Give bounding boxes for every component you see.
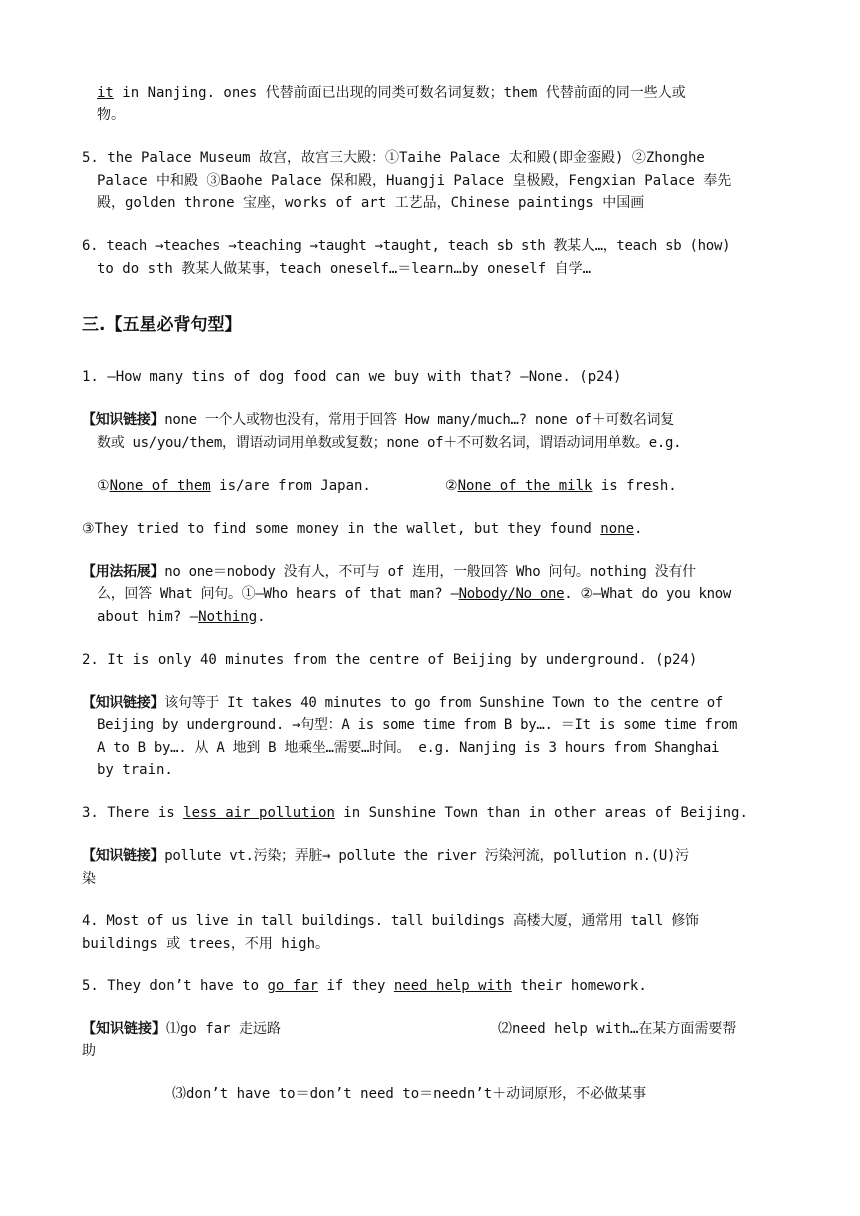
text-line xyxy=(82,802,748,825)
text-line xyxy=(445,475,677,498)
section-heading: 三.【五星必背句型】 xyxy=(82,315,242,335)
text-span: their homework. xyxy=(511,978,647,994)
text-span: is fresh. xyxy=(592,478,677,494)
text-span: about him? — xyxy=(97,609,199,625)
text-span: . xyxy=(634,521,643,537)
text-line xyxy=(82,518,642,541)
text-span: if they xyxy=(318,978,394,994)
text-line: 物。 xyxy=(97,107,125,123)
text-span: ③They tried to find some money in the wallet, but they found xyxy=(82,521,601,537)
text-span: 3. There is xyxy=(82,805,184,821)
knowledge-link-label: 【知识链接】 xyxy=(82,848,165,864)
text-span: in Sunshine Town than in other areas of Beijing. xyxy=(334,805,748,821)
text-span: 该句等于 It takes 40 minutes to go from Sunshine Town to the centre of xyxy=(164,695,723,711)
text-span: 5. They don’t have to xyxy=(82,978,268,994)
underlined-term: it xyxy=(97,85,114,101)
text-span: none 一个人或物也没有，常用于回答 How many/much…? none of＋可数名词复 xyxy=(164,412,674,428)
text-line xyxy=(82,561,696,584)
text-line: buildings 或 trees，不用 high。 xyxy=(82,936,330,952)
text-line: 4. Most of us live in tall buildings. tall buildings 高楼大厦，通常用 tall 修饰 xyxy=(82,913,699,929)
text-line xyxy=(82,583,731,606)
underlined-term: Nobody/No one xyxy=(458,586,565,602)
text-line: 殿，golden throne 宝座，works of art 工艺品，Chinese paintings 中国画 xyxy=(97,195,645,211)
text-line: Palace 中和殿 ③Baohe Palace 保和殿，Huangji Palace 皇极殿，Fengxian Palace 奉先 xyxy=(97,173,732,189)
knowledge-link-label: 【知识链接】 xyxy=(82,695,165,711)
text-line: 6. teach →teaches →teaching →taught →taught, teach sb sth 教某人…，teach sb (how) xyxy=(82,238,731,254)
text-line: ⑵need help with…在某方面需要帮 xyxy=(498,1021,737,1037)
underlined-term: go far xyxy=(267,978,319,994)
text-line: ⑶don’t have to＝don’t need to＝needn’t＋动词原形，不必做某事 xyxy=(172,1086,647,1102)
underlined-term: None of the milk xyxy=(457,478,593,494)
text-span: is/are from Japan. xyxy=(210,478,371,494)
text-line: Beijing by underground. →句型：A is some time from B by…. ＝It is some time from xyxy=(97,717,738,733)
text-line: to do sth 教某人做某事，teach oneself…＝learn…by oneself 自学… xyxy=(97,261,592,277)
text-line xyxy=(82,692,723,715)
text-line xyxy=(82,606,266,629)
text-line: 1. —How many tins of dog food can we buy with that? —None. (p24) xyxy=(82,369,622,385)
text-line xyxy=(82,845,689,868)
usage-extension-label: 【用法拓展】 xyxy=(82,564,165,580)
text-span: . ②—What do you know xyxy=(564,586,731,602)
underlined-term: none xyxy=(600,521,634,537)
text-line xyxy=(82,975,647,998)
text-line xyxy=(82,82,686,105)
underlined-term: None of them xyxy=(109,478,211,494)
knowledge-link-label: 【知识链接】 xyxy=(82,1021,166,1037)
underlined-term: Nothing xyxy=(198,609,258,625)
text-line xyxy=(82,409,674,432)
text-line: 5. the Palace Museum 故宫，故宫三大殿：①Taihe Palace 太和殿(即金銮殿) ②Zhonghe xyxy=(82,150,705,166)
text-line xyxy=(82,1018,281,1041)
text-span: 么，回答 What 问句。①—Who hears of that man? — xyxy=(97,586,459,602)
text-span: ⑴go far 走远路 xyxy=(166,1021,282,1037)
text-span: ① xyxy=(97,478,110,494)
text-line: 数或 us/you/them，谓语动词用单数或复数；none of＋不可数名词，谓语动词用单数。e.g. xyxy=(97,435,682,451)
text-span: . xyxy=(257,609,266,625)
text-span: in Nanjing. ones 代替前面已出现的同类可数名词复数；them 代替前面的同一些人或 xyxy=(113,85,686,101)
underlined-term: less air pollution xyxy=(183,805,335,821)
text-span: no one＝nobody 没有人，不可与 of 连用，一般回答 Who 问句。nothing 没有什 xyxy=(164,564,696,580)
underlined-term: need help with xyxy=(393,978,512,994)
text-line xyxy=(97,475,371,498)
text-line: A to B by…. 从 A 地到 B 地乘坐…需要…时间。 e.g. Nanjing is 3 hours from Shanghai xyxy=(97,740,720,756)
text-line: 染 xyxy=(82,871,96,887)
text-line: by train. xyxy=(97,762,173,778)
knowledge-link-label: 【知识链接】 xyxy=(82,412,165,428)
text-line: 2. It is only 40 minutes from the centre of Beijing by underground. (p24) xyxy=(82,652,698,668)
text-line: 助 xyxy=(82,1043,96,1059)
text-span: pollute vt.污染；弄脏→ pollute the river 污染河流，pollution n.(U)污 xyxy=(164,848,689,864)
text-span: ② xyxy=(445,478,458,494)
